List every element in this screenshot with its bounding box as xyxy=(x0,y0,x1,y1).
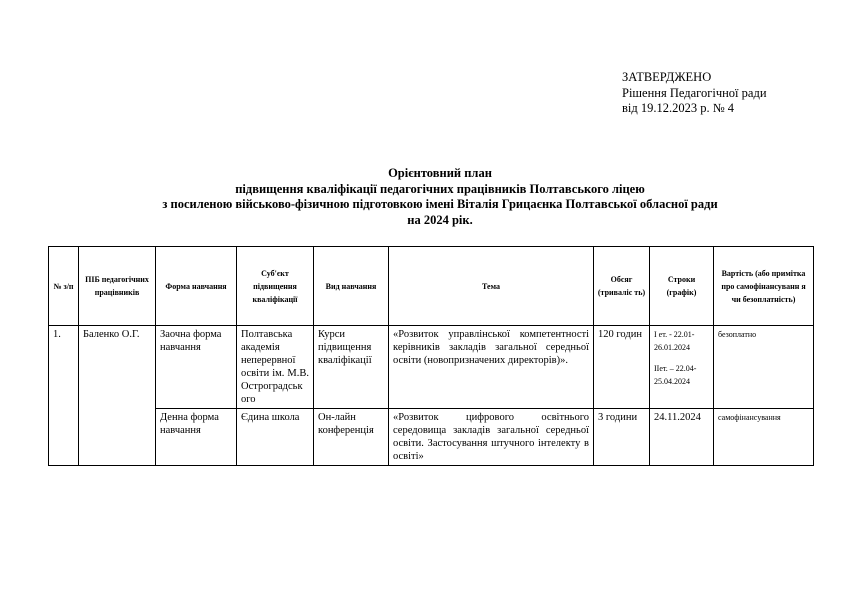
training-plan-table xyxy=(48,246,814,466)
cell-terms xyxy=(650,326,714,409)
title-line-2: підвищення кваліфікації педагогічних працівників Полтавського ліцею xyxy=(235,181,645,196)
header-volume: Обсяг (триваліс ть) xyxy=(594,247,650,326)
title-line-3: з посиленою військово-фізичною підготовкою імені Віталія Грицаєнка Полтавської обласної ради xyxy=(162,197,718,211)
cell-form: Денна форма навчання xyxy=(156,409,237,466)
table-row xyxy=(49,409,814,466)
cell-terms: 24.11.2024 xyxy=(650,409,714,466)
cell-topic: «Розвиток цифрового освітнього середовища закладів загальної середньої освіти. Застосування штучного інтелекту в освіті» xyxy=(389,409,594,466)
header-form: Форма навчання xyxy=(156,247,237,326)
cell-form: Заочна форма навчання xyxy=(156,326,237,409)
approval-stamp xyxy=(622,70,767,117)
cell-cost: безоплатно xyxy=(714,326,814,409)
cell-subject: Полтавська академія неперервної освіти ім. М.В. Остроградськ ого xyxy=(237,326,314,409)
header-type: Вид навчання xyxy=(314,247,389,326)
approval-line-2: Рішення Педагогічної ради xyxy=(622,85,767,100)
cell-num: 1. xyxy=(49,326,79,466)
document-title xyxy=(40,166,840,228)
header-subject: Суб'єкт підвищення кваліфікації xyxy=(237,247,314,326)
terms-stage-2: ІІет. – 22.04-25.04.2024 xyxy=(654,364,697,386)
cell-type: Курси підвищення кваліфікації xyxy=(314,326,389,409)
header-cost: Вартість (або примітка про самофінансуванн я чи безоплатність) xyxy=(714,247,814,326)
cell-volume: 120 годин xyxy=(594,326,650,409)
header-terms: Строки (графік) xyxy=(650,247,714,326)
approval-line-1: ЗАТВЕРДЖЕНО xyxy=(622,70,712,84)
terms-stage-1: І ет. - 22.01-26.01.2024 xyxy=(654,330,695,352)
cell-subject: Єдина школа xyxy=(237,409,314,466)
approval-line-3: від 19.12.2023 р. № 4 xyxy=(622,101,735,115)
title-line-4: на 2024 рік. xyxy=(407,212,473,227)
title-line-1: Орієнтовний план xyxy=(388,166,492,180)
cell-volume: 3 години xyxy=(594,409,650,466)
table-header-row xyxy=(49,247,814,326)
header-name: ПІБ педагогічних працівників xyxy=(79,247,156,326)
cell-topic: «Розвиток управлінської компетентності керівників закладів загальної середньої освіти (новопризначених директорів)». xyxy=(389,326,594,409)
header-topic: Тема xyxy=(389,247,594,326)
table-row xyxy=(49,326,814,409)
header-num: № з/п xyxy=(49,247,79,326)
cell-type: Он-лайн конференція xyxy=(314,409,389,466)
cell-cost: самофінансування xyxy=(714,409,814,466)
cell-name: Баленко О.Г. xyxy=(79,326,156,466)
